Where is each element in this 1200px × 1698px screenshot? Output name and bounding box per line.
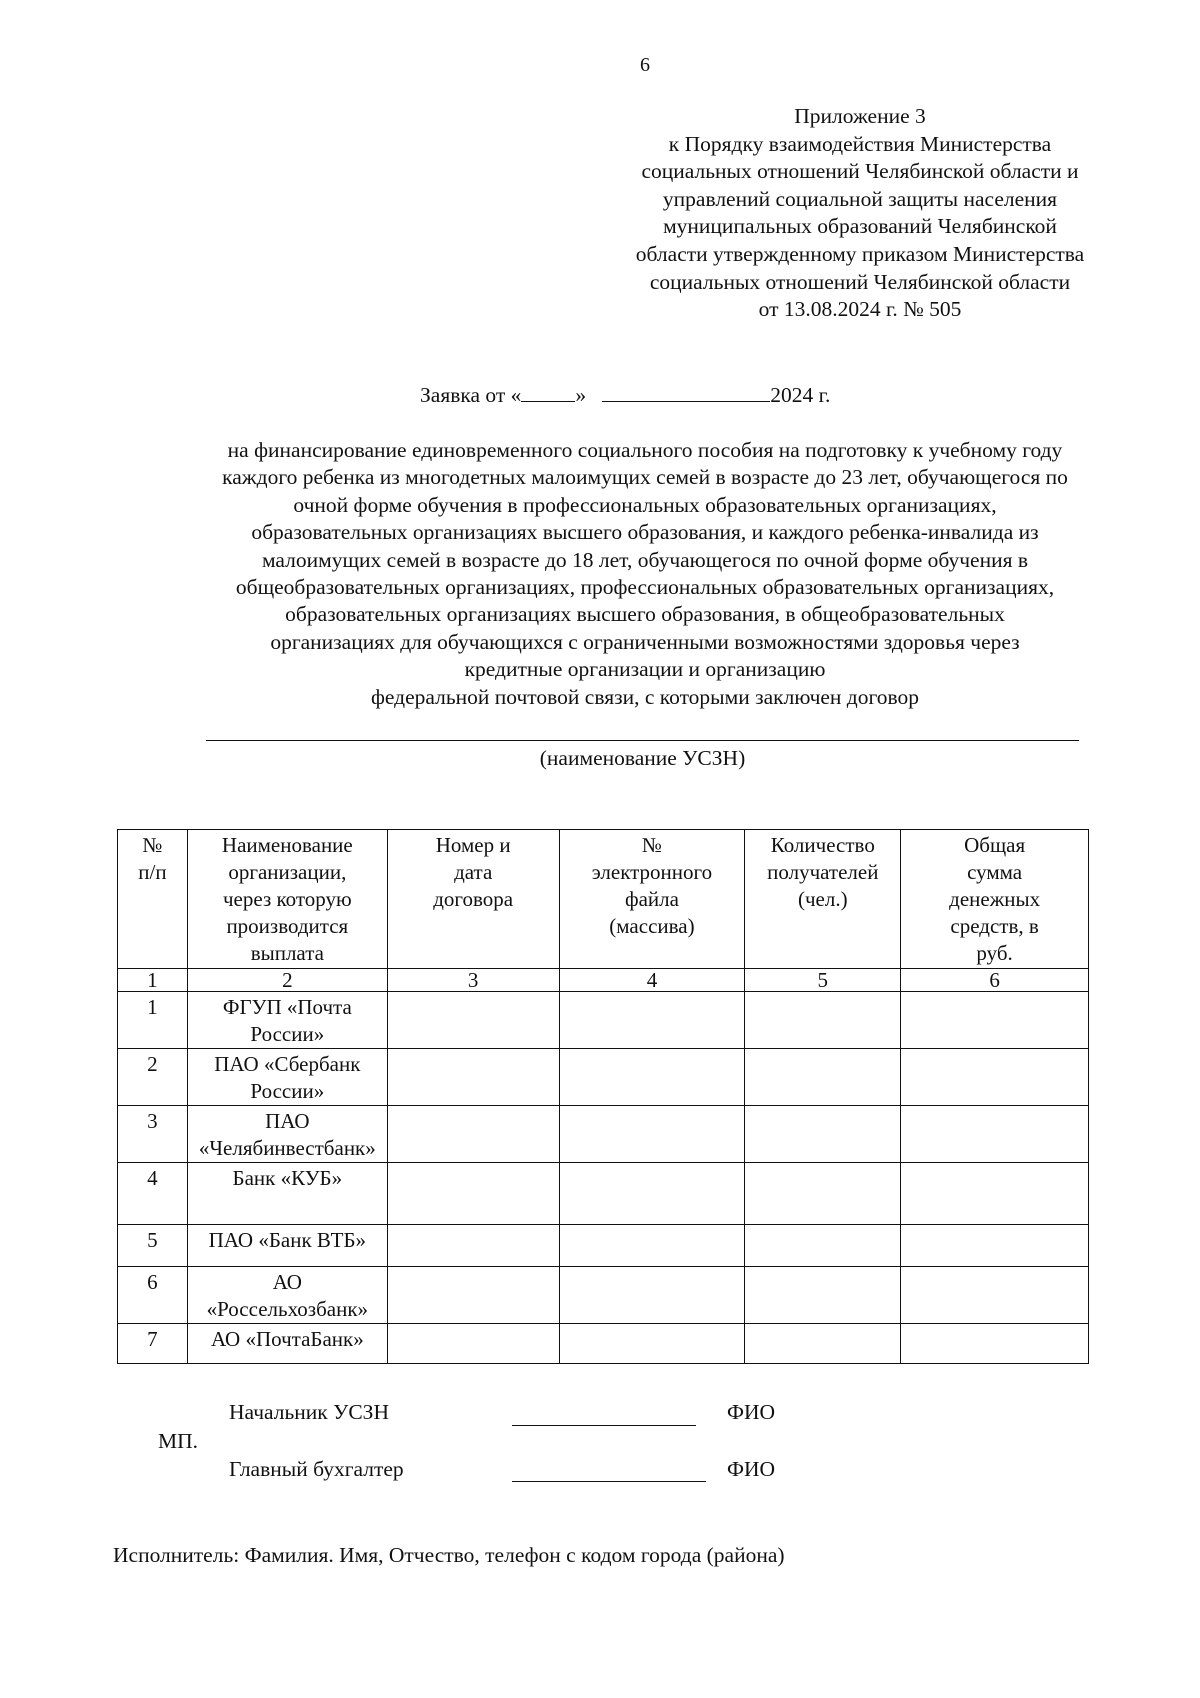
file-cell[interactable]	[559, 1225, 745, 1267]
row-number: 2	[118, 1049, 188, 1106]
table-row	[118, 1163, 1089, 1225]
purpose-line: организациях для обучающихся с ограниченными возможностями здоровья через	[270, 629, 1020, 654]
page-number: 6	[640, 54, 650, 76]
organization-cell: ПАО «Сбербанк России»	[187, 1049, 387, 1106]
appendix-line: от 13.08.2024 г. № 505	[758, 297, 962, 322]
head-label: Начальник УСЗН	[229, 1400, 389, 1424]
head-fio: ФИО	[727, 1400, 776, 1424]
column-number-row	[118, 969, 1089, 992]
request-year: 2024 г.	[770, 383, 831, 407]
payments-table	[117, 829, 1089, 1364]
column-number: 2	[187, 969, 387, 992]
recipients-cell[interactable]	[745, 1106, 901, 1163]
amount-cell[interactable]	[901, 1106, 1089, 1163]
row-number: 1	[118, 992, 188, 1049]
request-mid: »	[575, 383, 587, 407]
request-month-blank[interactable]	[602, 383, 770, 402]
recipients-cell[interactable]	[745, 1225, 901, 1267]
contract-cell[interactable]	[387, 1267, 559, 1324]
organization-cell: ФГУП «Почта России»	[187, 992, 387, 1049]
request-purpose	[80, 437, 1200, 711]
contract-cell[interactable]	[387, 1163, 559, 1225]
contract-cell[interactable]	[387, 1106, 559, 1163]
contract-cell[interactable]	[387, 1049, 559, 1106]
appendix-line: области утвержденному приказом Министерства	[635, 241, 1085, 266]
file-cell[interactable]	[559, 1163, 745, 1225]
appendix-line: муниципальных образований Челябинской	[663, 214, 1057, 239]
accountant-signature-line[interactable]	[512, 1481, 706, 1482]
file-cell[interactable]	[559, 992, 745, 1049]
accountant-fio: ФИО	[727, 1457, 776, 1481]
uszn-name-field[interactable]	[206, 740, 1079, 741]
head-signature-line[interactable]	[512, 1425, 696, 1426]
header-cell-recipients: Количество получателей (чел.)	[745, 830, 901, 969]
table-row	[118, 1225, 1089, 1267]
purpose-line: образовательных организациях высшего образования, и каждого ребенка-инвалида из	[251, 520, 1039, 545]
contract-cell[interactable]	[387, 992, 559, 1049]
request-title	[420, 383, 830, 408]
table-row	[118, 1106, 1089, 1163]
organization-cell: ПАО «Банк ВТБ»	[187, 1225, 387, 1267]
purpose-line: общеобразовательных организациях, профессиональных образовательных организациях,	[235, 575, 1055, 600]
appendix-line: социальных отношений Челябинской области и	[641, 159, 1079, 184]
column-number: 6	[901, 969, 1089, 992]
header-cell-file: № электронного файла (массива)	[559, 830, 745, 969]
file-cell[interactable]	[559, 1049, 745, 1106]
purpose-line: федеральной почтовой связи, с которыми заключен договор	[370, 684, 920, 709]
stamp-label: МП.	[158, 1429, 199, 1453]
organization-cell: ПАО «Челябинвестбанк»	[187, 1106, 387, 1163]
appendix-line: управлений социальной защиты населения	[662, 186, 1058, 211]
organization-cell: Банк «КУБ»	[187, 1163, 387, 1225]
row-number: 6	[118, 1267, 188, 1324]
header-cell-amount: Общая сумма денежных средств, в руб.	[901, 830, 1089, 969]
table-row	[118, 1267, 1089, 1324]
purpose-line: образовательных организациях высшего образования, в общеобразовательных	[285, 602, 1005, 627]
row-number: 3	[118, 1106, 188, 1163]
recipients-cell[interactable]	[745, 1163, 901, 1225]
table-header-row	[118, 830, 1089, 969]
header-cell-contract: Номер и дата договора	[387, 830, 559, 969]
request-day-blank[interactable]	[521, 383, 575, 402]
purpose-line: очной форме обучения в профессиональных образовательных организациях,	[293, 492, 997, 517]
row-number: 7	[118, 1324, 188, 1364]
amount-cell[interactable]	[901, 1324, 1089, 1364]
appendix-line: Приложение 3	[794, 104, 926, 128]
amount-cell[interactable]	[901, 1225, 1089, 1267]
table-row	[118, 1324, 1089, 1364]
purpose-line: каждого ребенка из многодетных малоимущих семей в возрасте до 23 лет, обучающегося по	[222, 465, 1068, 490]
purpose-line: малоимущих семей в возрасте до 18 лет, обучающегося по очной форме обучения в	[261, 547, 1029, 572]
column-number: 4	[559, 969, 745, 992]
table-row	[118, 992, 1089, 1049]
file-cell[interactable]	[559, 1106, 745, 1163]
contract-cell[interactable]	[387, 1225, 559, 1267]
request-prefix: Заявка от «	[420, 383, 522, 407]
header-cell-organization: Наименование организации, через которую производится выплата	[187, 830, 387, 969]
column-number: 1	[118, 969, 188, 992]
organization-cell: АО «Россельхозбанк»	[187, 1267, 387, 1324]
purpose-line: на финансирование единовременного социального пособия на подготовку к учебному году	[227, 438, 1063, 462]
amount-cell[interactable]	[901, 1267, 1089, 1324]
appendix-heading	[600, 103, 1120, 324]
uszn-caption: (наименование УСЗН)	[539, 746, 746, 770]
recipients-cell[interactable]	[745, 992, 901, 1049]
amount-cell[interactable]	[901, 1163, 1089, 1225]
appendix-line: социальных отношений Челябинской области	[649, 269, 1071, 294]
amount-cell[interactable]	[901, 992, 1089, 1049]
executor-note: Исполнитель: Фамилия. Имя, Отчество, телефон с кодом города (района)	[113, 1543, 785, 1567]
row-number: 4	[118, 1163, 188, 1225]
recipients-cell[interactable]	[745, 1324, 901, 1364]
file-cell[interactable]	[559, 1324, 745, 1364]
table-row	[118, 1049, 1089, 1106]
appendix-line: к Порядку взаимодействия Министерства	[668, 131, 1052, 156]
purpose-line: кредитные организации и организацию	[464, 657, 826, 682]
column-number: 3	[387, 969, 559, 992]
amount-cell[interactable]	[901, 1049, 1089, 1106]
recipients-cell[interactable]	[745, 1267, 901, 1324]
file-cell[interactable]	[559, 1267, 745, 1324]
organization-cell: АО «ПочтаБанк»	[187, 1324, 387, 1364]
contract-cell[interactable]	[387, 1324, 559, 1364]
header-cell-number: № п/п	[118, 830, 188, 969]
column-number: 5	[745, 969, 901, 992]
accountant-label: Главный бухгалтер	[229, 1457, 404, 1481]
row-number: 5	[118, 1225, 188, 1267]
recipients-cell[interactable]	[745, 1049, 901, 1106]
